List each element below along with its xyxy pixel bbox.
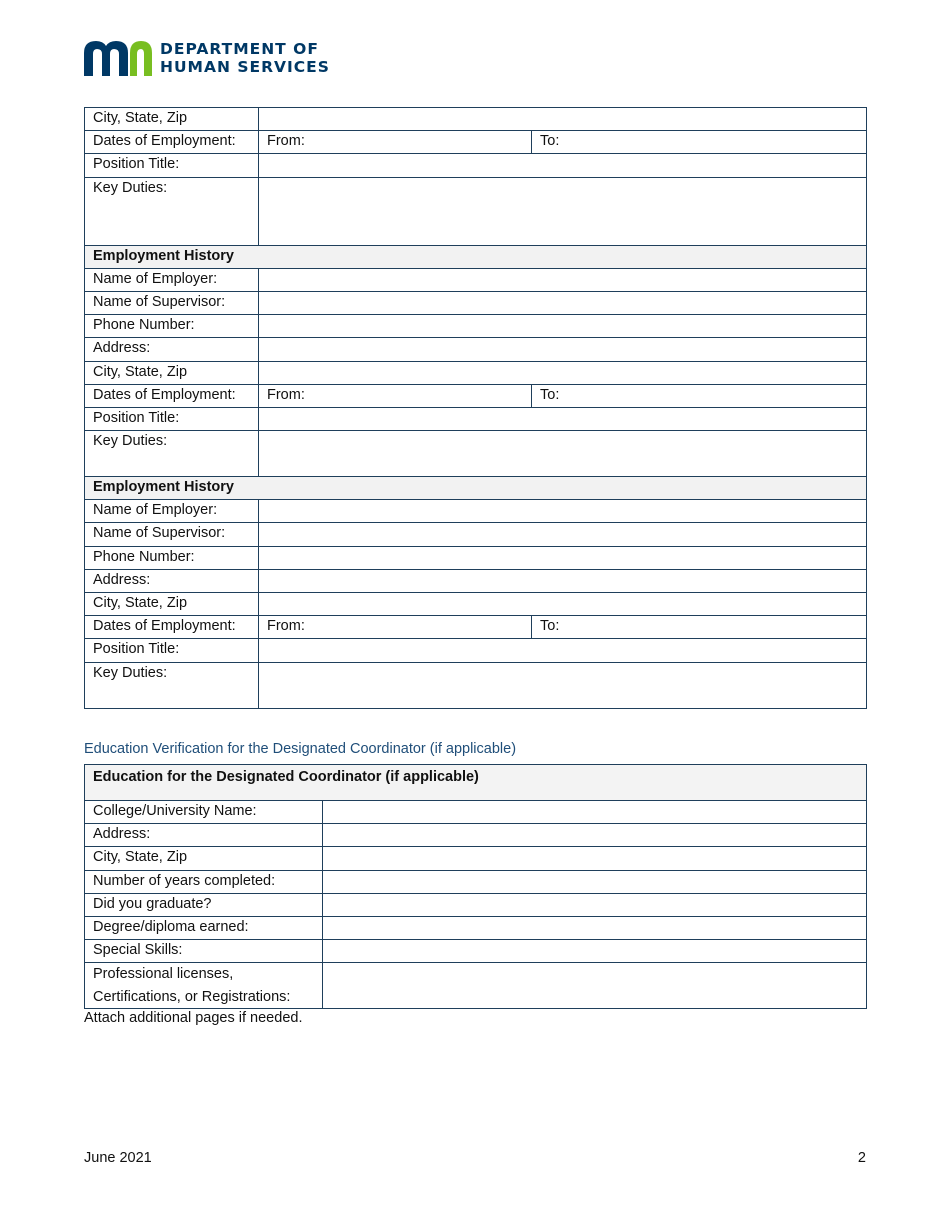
table-row [85, 384, 867, 407]
from-label: From: [267, 386, 305, 403]
degree-label: Degree/diploma earned: [85, 916, 323, 939]
table-row [85, 338, 867, 361]
duties-label: Key Duties: [85, 431, 259, 477]
table-row [85, 523, 867, 546]
table-row [85, 616, 867, 639]
phone-label: Phone Number: [85, 315, 259, 338]
city-field[interactable] [259, 361, 867, 384]
supervisor-field[interactable] [259, 291, 867, 314]
table-row [85, 662, 867, 708]
city-label: City, State, Zip [85, 108, 259, 131]
footer-date: June 2021 [84, 1150, 152, 1166]
to-field[interactable] [532, 384, 867, 407]
section-title: Employment History [85, 477, 867, 500]
phone-label: Phone Number: [85, 546, 259, 569]
attach-note: Attach additional pages if needed. [84, 1010, 303, 1026]
phone-field[interactable] [259, 546, 867, 569]
table-row [85, 916, 867, 939]
phone-field[interactable] [259, 315, 867, 338]
table-row [85, 893, 867, 916]
employment-history-table [84, 107, 867, 709]
table-row [85, 154, 867, 177]
employer-field[interactable] [259, 268, 867, 291]
table-row [85, 315, 867, 338]
skills-field[interactable] [323, 940, 867, 963]
from-label: From: [267, 133, 305, 150]
address-label: Address: [85, 569, 259, 592]
address-field[interactable] [259, 569, 867, 592]
duties-field[interactable] [259, 431, 867, 477]
years-label: Number of years completed: [85, 870, 323, 893]
position-field[interactable] [259, 639, 867, 662]
page-number: 2 [857, 1150, 866, 1166]
city-label: City, State, Zip [85, 847, 323, 870]
table-row [85, 291, 867, 314]
mn-logo-icon [84, 41, 152, 76]
table-row [85, 870, 867, 893]
city-label: City, State, Zip [85, 361, 259, 384]
table-row [85, 824, 867, 847]
position-label: Position Title: [85, 407, 259, 430]
to-label: To: [540, 386, 560, 403]
table-row [85, 569, 867, 592]
dates-label: Dates of Employment: [85, 131, 259, 154]
table-row [85, 268, 867, 291]
from-field[interactable] [259, 616, 532, 639]
degree-field[interactable] [323, 916, 867, 939]
education-table-title: Education for the Designated Coordinator (if applicable) [85, 765, 867, 801]
address-field[interactable] [259, 338, 867, 361]
education-heading: Education Verification for the Designated Coordinator (if applicable) [84, 741, 517, 757]
to-field[interactable] [532, 616, 867, 639]
city-field[interactable] [259, 593, 867, 616]
dates-label: Dates of Employment: [85, 616, 259, 639]
college-field[interactable] [323, 801, 867, 824]
graduate-label: Did you graduate? [85, 893, 323, 916]
city-field[interactable] [323, 847, 867, 870]
table-row [85, 131, 867, 154]
from-field[interactable] [259, 131, 532, 154]
duties-field[interactable] [259, 662, 867, 708]
position-field[interactable] [259, 407, 867, 430]
table-row [85, 546, 867, 569]
education-table [84, 764, 867, 1009]
duties-label: Key Duties: [85, 662, 259, 708]
from-field[interactable] [259, 384, 532, 407]
section-header-row [85, 245, 867, 268]
dates-label: Dates of Employment: [85, 384, 259, 407]
to-label: To: [540, 133, 560, 150]
table-row [85, 361, 867, 384]
college-label: College/University Name: [85, 801, 323, 824]
logo-line-2: HUMAN SERVICES [160, 58, 330, 76]
supervisor-field[interactable] [259, 523, 867, 546]
table-row [85, 940, 867, 963]
table-row [85, 108, 867, 131]
employer-label: Name of Employer: [85, 500, 259, 523]
position-label: Position Title: [85, 154, 259, 177]
table-row [85, 847, 867, 870]
employer-field[interactable] [259, 500, 867, 523]
duties-field[interactable] [259, 177, 867, 245]
position-label: Position Title: [85, 639, 259, 662]
address-label: Address: [85, 338, 259, 361]
graduate-field[interactable] [323, 893, 867, 916]
table-row [85, 639, 867, 662]
table-row [85, 431, 867, 477]
skills-label: Special Skills: [85, 940, 323, 963]
supervisor-label: Name of Supervisor: [85, 523, 259, 546]
section-header-row [85, 477, 867, 500]
position-field[interactable] [259, 154, 867, 177]
address-field[interactable] [323, 824, 867, 847]
to-label: To: [540, 618, 560, 635]
licenses-label: Professional licenses, Certifications, or Registrations: [85, 963, 323, 1009]
logo-line-1: DEPARTMENT OF [160, 40, 319, 58]
licenses-field[interactable] [323, 963, 867, 1009]
city-field[interactable] [259, 108, 867, 131]
section-title: Employment History [85, 245, 867, 268]
employer-label: Name of Employer: [85, 268, 259, 291]
years-field[interactable] [323, 870, 867, 893]
table-row [85, 407, 867, 430]
city-label: City, State, Zip [85, 593, 259, 616]
table-row [85, 801, 867, 824]
table-row [85, 593, 867, 616]
supervisor-label: Name of Supervisor: [85, 291, 259, 314]
to-field[interactable] [532, 131, 867, 154]
table-row [85, 500, 867, 523]
from-label: From: [267, 618, 305, 635]
table-row [85, 963, 867, 1009]
address-label: Address: [85, 824, 323, 847]
section-header-row [85, 765, 867, 801]
dhs-logo [84, 40, 344, 80]
table-row [85, 177, 867, 245]
duties-label: Key Duties: [85, 177, 259, 245]
